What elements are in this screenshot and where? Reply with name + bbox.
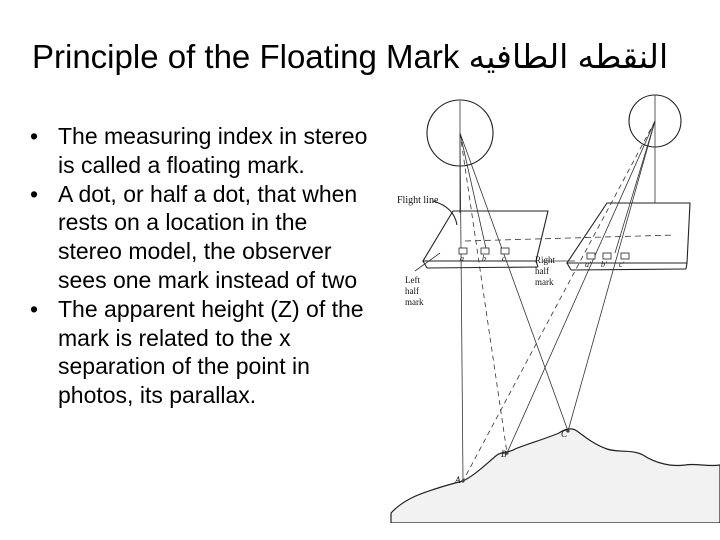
right-photo-point-b: b' [601, 260, 607, 269]
bullet-item [30, 122, 375, 180]
left-half-mark-label-2: half [405, 286, 419, 296]
left-photo-edge [427, 267, 538, 268]
bullet-text: The apparent height (Z) of the mark is related to the x separation of the point in photos, its parallax. [58, 295, 364, 409]
right-half-mark-label-1: Right [535, 255, 556, 265]
ground-point-a [461, 479, 464, 482]
right-half-mark-c [621, 253, 629, 259]
bullet-item [30, 180, 375, 295]
right-half-mark-label-2: half [535, 266, 549, 276]
floating-mark-diagram [385, 93, 720, 523]
flight-line-label: Flight line [397, 195, 439, 206]
right-half-mark-a [587, 253, 595, 259]
diagram-svg [385, 93, 720, 523]
left-photo-point-b: b [482, 254, 486, 263]
bullet-dot-icon: • [30, 123, 39, 149]
ray-left-a [460, 133, 463, 481]
bullet-list [30, 122, 375, 410]
left-photo-point-c: c [502, 254, 506, 263]
ground-label-b: B [501, 449, 507, 459]
ground-label-a: A [455, 475, 461, 485]
bullet-item [30, 295, 375, 410]
right-photo-point-c: c' [619, 260, 625, 269]
ground-label-c: C [561, 429, 568, 439]
bullet-dot-icon: • [30, 295, 39, 322]
right-half-mark-label-3: mark [535, 277, 554, 287]
right-half-mark-b [603, 253, 611, 259]
ray-left-b [460, 133, 507, 453]
terrain-ground [391, 429, 720, 523]
bullet-dot-icon: • [30, 180, 39, 207]
ray-right-b [507, 121, 655, 453]
bullet-text: A dot, or half a dot, that when rests on a location in the stereo model, the observer sees one mark instead of two [58, 180, 358, 293]
left-half-mark-label-3: mark [405, 297, 424, 307]
right-photo-point-a: a' [585, 260, 591, 269]
ray-right-a [463, 121, 655, 481]
left-photo-point-a: a [460, 254, 464, 263]
slide-title: Principle of the Floating Mark النقطه الطافيه [32, 38, 669, 75]
ray-right-c [568, 121, 655, 431]
bullet-text: The measuring index in stereo is called a floating mark. [58, 123, 368, 178]
left-half-mark-label-1: Left [405, 275, 420, 285]
